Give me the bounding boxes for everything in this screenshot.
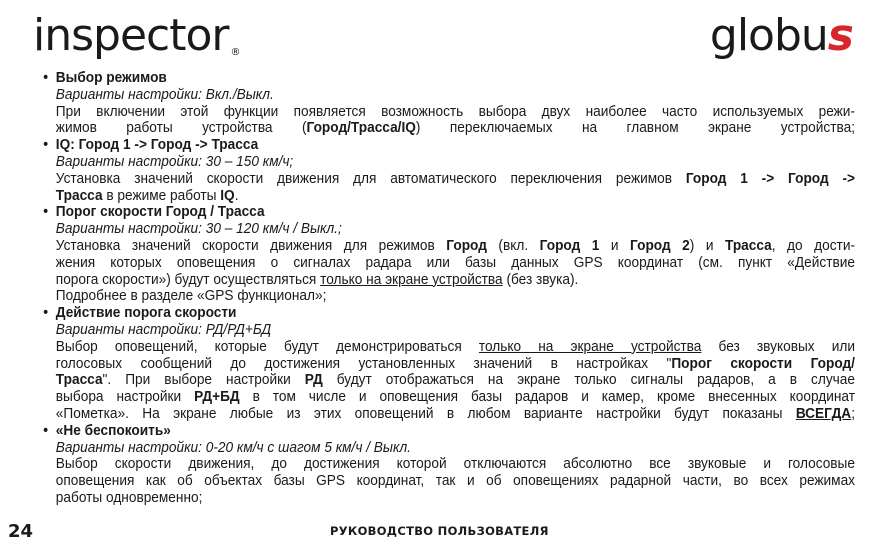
setting-options: Варианты настройки: Вкл./Выкл. [55, 85, 274, 103]
setting-title: Порог скорости Город / Трасса [55, 203, 265, 221]
setting-desc-line: Выбор скорости движения, до достижения которой отключаются абсолютно все звуковые и голосовые [55, 455, 856, 473]
globus-logo-swoosh: s [827, 10, 853, 61]
manual-body [45, 70, 855, 507]
setting-desc-line: Трасса". При выборе настройки РД будут отображаться на экране только сигналы радаров, а в случае [55, 371, 856, 389]
setting-desc-line: жимов работы устройства (Город/Трасса/IQ) переключаемых на главном экране устройства; [55, 119, 855, 137]
setting-desc-line: При включении этой функции появляется возможность выбора двух наиболее часто используемых режи- [55, 102, 856, 120]
setting-item-speed-threshold [45, 204, 855, 305]
setting-item-iq [45, 137, 855, 204]
setting-item-do-not-disturb [45, 423, 855, 507]
setting-options: Варианты настройки: 0-20 км/ч с шагом 5 км/ч / Выкл. [55, 438, 411, 456]
globus-logo [709, 10, 853, 61]
globus-logo-text: glob [709, 10, 801, 61]
setting-desc-line: жения которых оповещения о сигналах радара или базы данных GPS координат (см. пункт «Действие [55, 253, 856, 271]
setting-desc-line: Установка значений скорости движения для автоматического переключения режимов Город 1 -> Город -> [55, 169, 855, 187]
setting-desc-line: выбора настройки РД+БД в том числе и оповещения базы радаров и камер, кроме внесенных координат [55, 388, 855, 406]
setting-item-threshold-action [45, 305, 855, 423]
setting-desc-line: Трасса в режиме работы IQ. [55, 186, 239, 204]
setting-desc-line: Выбор оповещений, которые будут демонстрироваться только на экране устройства без звуковых или [55, 337, 855, 355]
setting-desc-line: Подробнее в разделе «GPS функционал»; [55, 287, 327, 305]
setting-title: «Не беспокоить» [55, 421, 171, 439]
registered-mark: ® [230, 47, 240, 58]
setting-item-mode-select [45, 70, 855, 137]
setting-desc-line: Установка значений скорости движения для режимов Город (вкл. Город 1 и Город 2) и Трасса, до дости- [55, 236, 856, 254]
setting-desc-line: голосовых сообщений до достижения установленных значений в настройках "Порог скорости Город/ [55, 354, 855, 372]
setting-desc-line: оповещения как об объектах базы GPS координат, так и об оповещениях радарной части, во всех режимах [55, 472, 856, 490]
page-number: 24 [8, 521, 34, 542]
setting-desc-line: порога скорости») будут осуществляться только на экране устройства (без звука). [55, 270, 579, 288]
inspector-logo-text: inspector [33, 10, 229, 61]
globus-logo-u: u [800, 10, 828, 61]
setting-title: Действие порога скорости [55, 304, 237, 322]
inspector-logo [33, 10, 240, 61]
setting-options: Варианты настройки: 30 – 120 км/ч / Выкл.; [55, 220, 342, 238]
setting-title: IQ: Город 1 -> Город -> Трасса [55, 136, 259, 154]
setting-options: Варианты настройки: РД/РД+БД [55, 320, 272, 338]
setting-options: Варианты настройки: 30 – 150 км/ч; [55, 152, 294, 170]
setting-title: Выбор режимов [55, 69, 167, 86]
footer-title: РУКОВОДСТВО ПОЛЬЗОВАТЕЛЯ [330, 524, 549, 538]
setting-desc-line: «Пометка». На экране любые из этих оповещений в любом варианте настройки будут показаны ВСЕГДА; [55, 404, 855, 422]
setting-desc-line: работы одновременно; [55, 488, 203, 506]
